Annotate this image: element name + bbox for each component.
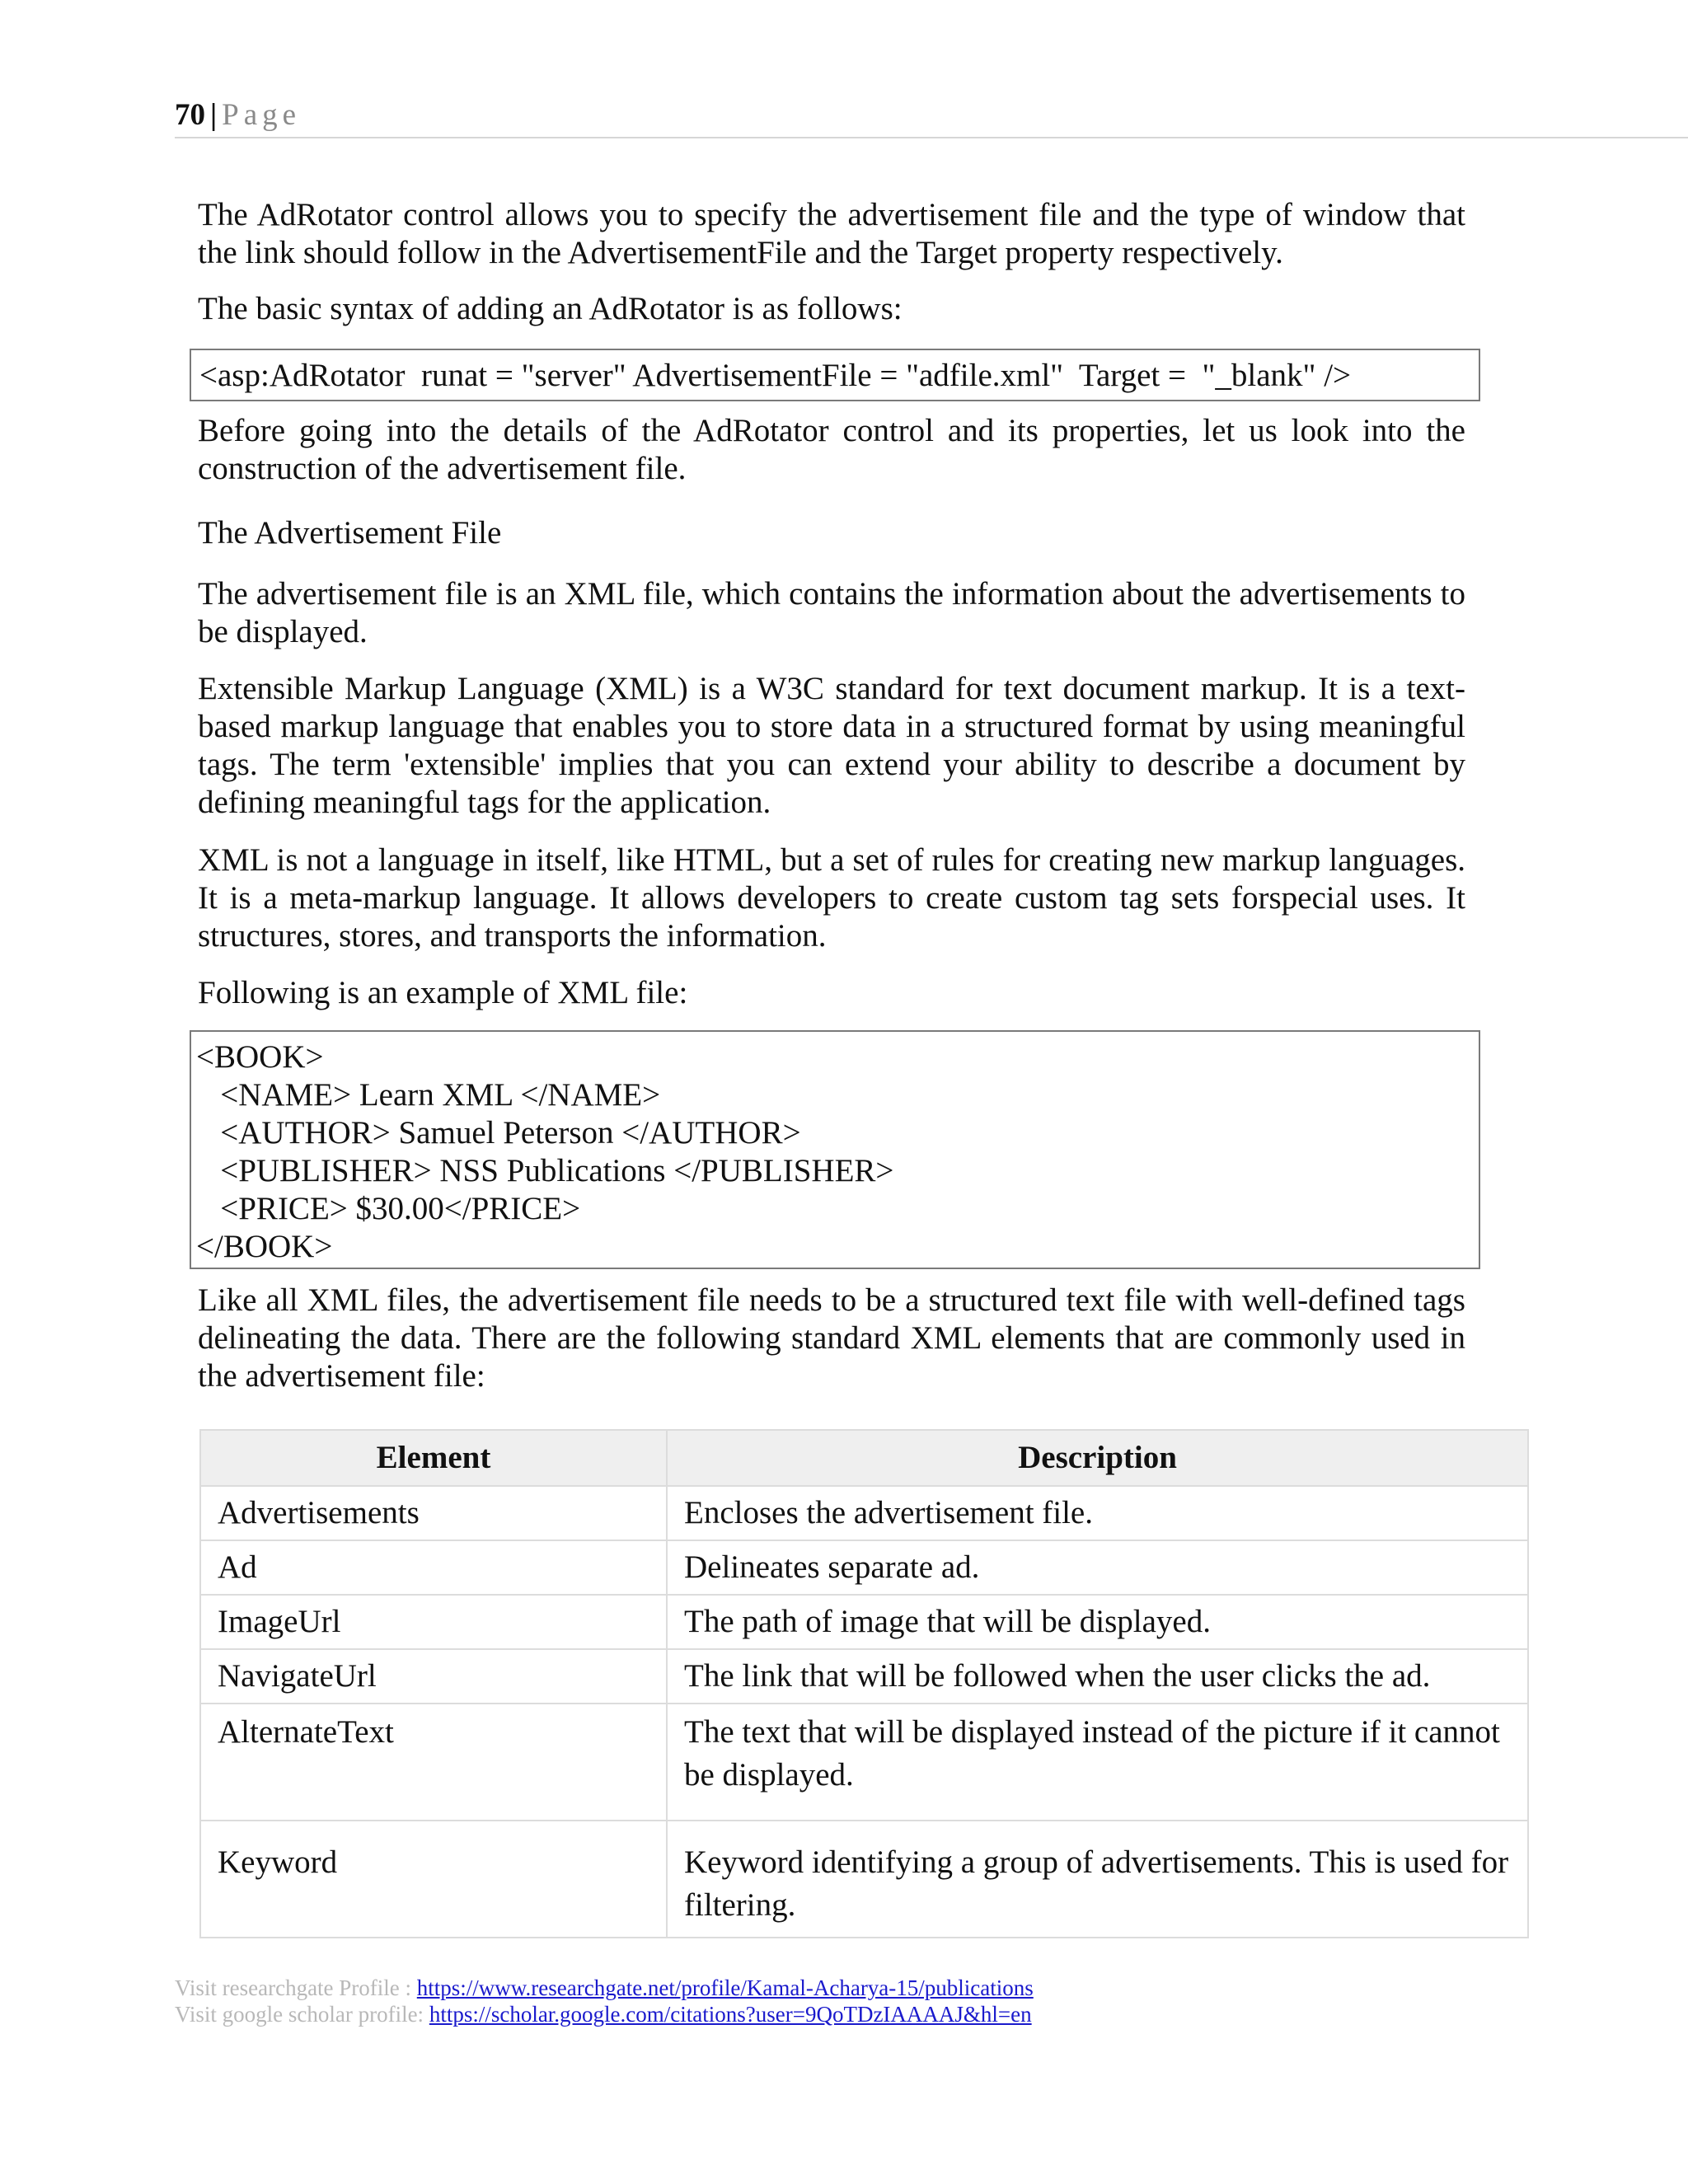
researchgate-label: Visit researchgate Profile : xyxy=(175,1975,417,2000)
header-separator: | xyxy=(210,98,218,132)
element-cell: Advertisements xyxy=(200,1486,667,1540)
table-row xyxy=(200,1486,1528,1540)
page-header xyxy=(175,97,1688,138)
xml-example-line: <BOOK> xyxy=(196,1039,324,1075)
section-heading-advertisement-file: The Advertisement File xyxy=(198,515,502,551)
description-cell: Delineates separate ad. xyxy=(667,1540,1528,1595)
xml-not-language-paragraph: XML is not a language in itself, like HTML, but a set of rules for creating new markup languages. It is a meta-markup language. It allows developers to create custom tag sets forspecial uses. It structures, stores, and transports the information. xyxy=(198,842,1465,954)
description-cell: The text that will be displayed instead of the picture if it cannot be displayed. xyxy=(667,1704,1528,1821)
description-cell: Keyword identifying a group of advertisements. This is used for filtering. xyxy=(667,1821,1528,1938)
xml-description-paragraph: Extensible Markup Language (XML) is a W3C standard for text document markup. It is a text-based markup language that enables you to store data in a structured format by using meaningful tags. The term 'extensible' implies that you can extend your ability to describe a document by defining meaningful tags for the application. xyxy=(198,671,1465,820)
element-cell: NavigateUrl xyxy=(200,1649,667,1704)
element-cell: Keyword xyxy=(200,1821,667,1938)
xml-example-line: <PUBLISHER> NSS Publications </PUBLISHER> xyxy=(196,1153,894,1188)
syntax-code-box xyxy=(190,349,1480,401)
xml-example-line: <PRICE> $30.00</PRICE> xyxy=(196,1191,581,1226)
syntax-code-line: <asp:AdRotator runat = "server" AdvertisementFile = "adfile.xml" Target = "_blank" /> xyxy=(199,358,1352,393)
footer-line-scholar xyxy=(175,2001,1034,2027)
syntax-intro-paragraph: The basic syntax of adding an AdRotator is as follows: xyxy=(198,291,903,326)
description-cell: The path of image that will be displayed. xyxy=(667,1595,1528,1649)
page-number: 70 xyxy=(175,98,205,132)
page-footer xyxy=(175,1975,1034,2027)
table-row xyxy=(200,1649,1528,1704)
example-intro-paragraph: Following is an example of XML file: xyxy=(198,975,688,1010)
xml-example-line: <NAME> Learn XML </NAME> xyxy=(196,1077,661,1113)
description-cell: Encloses the advertisement file. xyxy=(667,1486,1528,1540)
xml-example-box xyxy=(190,1030,1480,1269)
table-row xyxy=(200,1821,1528,1938)
xml-example-line: <AUTHOR> Samuel Peterson </AUTHOR> xyxy=(196,1115,801,1151)
scholar-label: Visit google scholar profile: xyxy=(175,2002,429,2027)
column-header-description: Description xyxy=(667,1430,1528,1486)
researchgate-link[interactable]: https://www.researchgate.net/profile/Kamal-Acharya-15/publications xyxy=(416,1975,1034,2000)
table-row xyxy=(200,1704,1528,1821)
table-row xyxy=(200,1540,1528,1595)
column-header-element: Element xyxy=(200,1430,667,1486)
footer-line-researchgate xyxy=(175,1975,1034,2001)
scholar-link[interactable]: https://scholar.google.com/citations?user=9QoTDzIAAAAJ&hl=en xyxy=(429,2002,1032,2027)
like-all-xml-paragraph: Like all XML files, the advertisement file needs to be a structured text file with well-defined tags delineating the data. There are the following standard XML elements that are commonly used in the advertisement file: xyxy=(198,1282,1465,1394)
table-header-row xyxy=(200,1430,1528,1486)
elements-table xyxy=(199,1429,1529,1938)
xml-example-line: </BOOK> xyxy=(196,1229,333,1264)
element-cell: ImageUrl xyxy=(200,1595,667,1649)
ad-file-description-paragraph: The advertisement file is an XML file, which contains the information about the advertisements to be displayed. xyxy=(198,576,1465,649)
table-row xyxy=(200,1595,1528,1649)
intro-paragraph: The AdRotator control allows you to specify the advertisement file and the type of window that the link should follow in the AdvertisementFile and the Target property respectively. xyxy=(198,197,1465,270)
page-label: Page xyxy=(222,98,302,132)
description-cell: The link that will be followed when the user clicks the ad. xyxy=(667,1649,1528,1704)
element-cell: Ad xyxy=(200,1540,667,1595)
before-details-paragraph: Before going into the details of the AdRotator control and its properties, let us look into the construction of the advertisement file. xyxy=(198,413,1465,486)
element-cell: AlternateText xyxy=(200,1704,667,1821)
